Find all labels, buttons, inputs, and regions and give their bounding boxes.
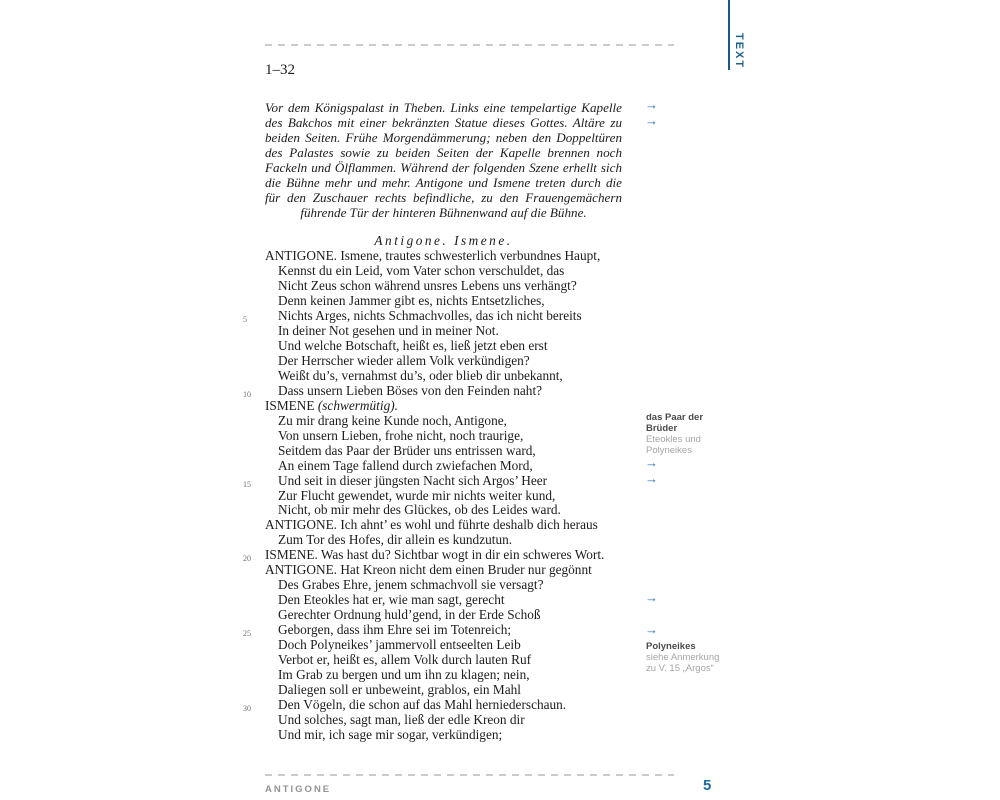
page-number: 5 [703,777,712,794]
verse-line: Der Herrscher wieder allem Volk verkündigen? [278,352,530,368]
verse-line: Nicht, ob mir mehr des Glückes, ob des Leides ward. [278,502,561,518]
verse-range-heading: 1–32 [265,62,295,78]
verse-line: Im Grab zu bergen und um ihn zu klagen; nein, [278,667,530,683]
tab-rule [728,0,730,70]
verse-line: ANTIGONE. Ich ahnt’ es wohl und führte deshalb dich heraus [265,517,598,533]
margin-arrow-icon: → [645,590,658,605]
verse-line-number: 10 [243,389,251,399]
stage-cue-inline: (schwermütig). [317,397,398,413]
verse-line: An einem Tage fallend durch zwiefachen Mord, [278,457,533,473]
verse-line: Und welche Botschaft, heißt es, ließ jetzt eben erst [278,337,548,353]
margin-arrow-icon: → [645,471,658,486]
verse-line: Seitdem das Paar der Brüder uns entrissen ward, [278,442,536,458]
verse-line: In deiner Not gesehen und in meiner Not. [278,322,499,338]
stage-direction-line: für den Zuschauer rechts befindliche, zu den Frauengemächern [265,190,622,205]
margin-note-title: Polyneikes [646,641,696,652]
stage-direction-line: Vor dem Königspalast in Theben. Links eine tempelartige Kapelle [265,100,622,115]
stage-direction-line: führende Tür der hinteren Bühnenwand auf die Bühne. [300,205,587,220]
verse-line: Und mir, ich sage mir sogar, verkündigen; [278,727,503,742]
footer-running-title: ANTIGONE [265,784,332,795]
margin-note [646,641,726,674]
margin-note [646,412,726,456]
stage-direction [265,100,622,220]
verse-line: Gerechter Ordnung huld’gend, in der Erde Schoß [278,607,541,623]
verse-line: Und solches, sagt man, ließ der edle Kreon dir [278,712,525,728]
margin-note-body: Eteokles und Polyneikes [646,434,701,456]
verse-line: Nicht Zeus schon während unsres Lebens uns verhängt? [278,277,577,293]
verse-line: Verbot er, heißt es, allem Volk durch lauten Ruf [278,652,532,668]
verse-line: Zur Flucht gewendet, wurde mir nichts weiter kund, [278,487,556,503]
margin-note-body: siehe Anmerkung zu V. 15 „Argos“ [646,652,720,674]
stage-direction-line: die Bühne mehr und mehr. Antigone und Ismene treten durch die [265,175,622,190]
verse-block [243,248,645,743]
margin-arrow-icon: → [645,97,658,112]
verse-line: 5 Nichts Arges, nichts Schmachvolles, das ich nicht bereits [265,309,645,324]
verse-line: 15 Und seit in dieser jüngsten Nacht sich Argos’ Heer [265,474,645,489]
verse-line: ANTIGONE. Ismene, trautes schwesterlich verbundnes Haupt, [265,248,601,263]
stage-direction-line: des Bakchos mit einer bekränzten Statue dieses Gottes. Altäre zu [265,115,622,130]
verse-line-number: 15 [243,479,251,489]
tab-text-label: TEXT [733,33,745,70]
verse-line: Des Grabes Ehre, jenem schmachvoll sie versagt? [278,577,544,593]
margin-arrow-icon: → [645,455,658,470]
verse-line: Daliegen soll er unbeweint, grablos, ein Mahl [278,682,521,698]
stage-direction-line: Fackeln und Ölflammen. Während der folgenden Szene erhellt sich [265,160,622,175]
verse-line: 20 ISMENE. Was hast du? Sichtbar wogt in dir ein schweres Wort. [265,548,645,563]
verse-line: Von unsern Lieben, frohe nicht, noch traurige, [278,427,524,443]
stage-direction-line: des Palastes sowie zu beiden Seiten der Kapelle brennen noch [265,145,622,160]
verse-line: Zu mir drang keine Kunde noch, Antigone, [278,412,507,428]
verse-line: 25 Geborgen, dass ihm Ehre sei im Totenreich; [265,623,645,638]
verse-line: ANTIGONE. Hat Kreon nicht dem einen Bruder nur gegönnt [265,562,592,578]
top-dashed-rule [265,44,674,46]
verse-line: Weißt du’s, vernahmst du’s, oder blieb dir unbekannt, [278,367,563,383]
verse-line-number: 20 [243,554,251,564]
verse-line: Kennst du ein Leid, vom Vater schon verschuldet, das [278,262,565,278]
margin-arrow-icon: → [645,113,658,128]
bottom-dashed-rule [265,774,674,776]
verse-line: Den Eteokles hat er, wie man sagt, gerecht [278,592,505,608]
verse-line: 10 Dass unsern Lieben Böses von den Feinden naht? [265,384,645,399]
verse-line-number: 5 [243,314,247,324]
margin-note-title: das Paar der Brüder [646,412,704,434]
verse-line: 30 Den Vögeln, die schon auf das Mahl herniederschaun. [265,698,645,713]
verse-line: Denn keinen Jammer gibt es, nichts Entsetzliches, [278,292,545,308]
stage-direction-line: beiden Seiten. Frühe Morgendämmerung; neben den Doppeltüren [265,130,622,145]
verse-line: Doch Polyneikes’ jammervoll entseelten Leib [278,637,521,653]
verse-line: ISMENE (schwermütig). [265,397,398,413]
verse-line: Zum Tor des Hofes, dir allein es kundzutun. [278,532,513,548]
verse-line-number: 25 [243,629,251,639]
margin-arrow-icon: → [645,622,658,637]
verse-line-number: 30 [243,704,251,714]
scene-heading: Antigone. Ismene. [374,233,513,248]
